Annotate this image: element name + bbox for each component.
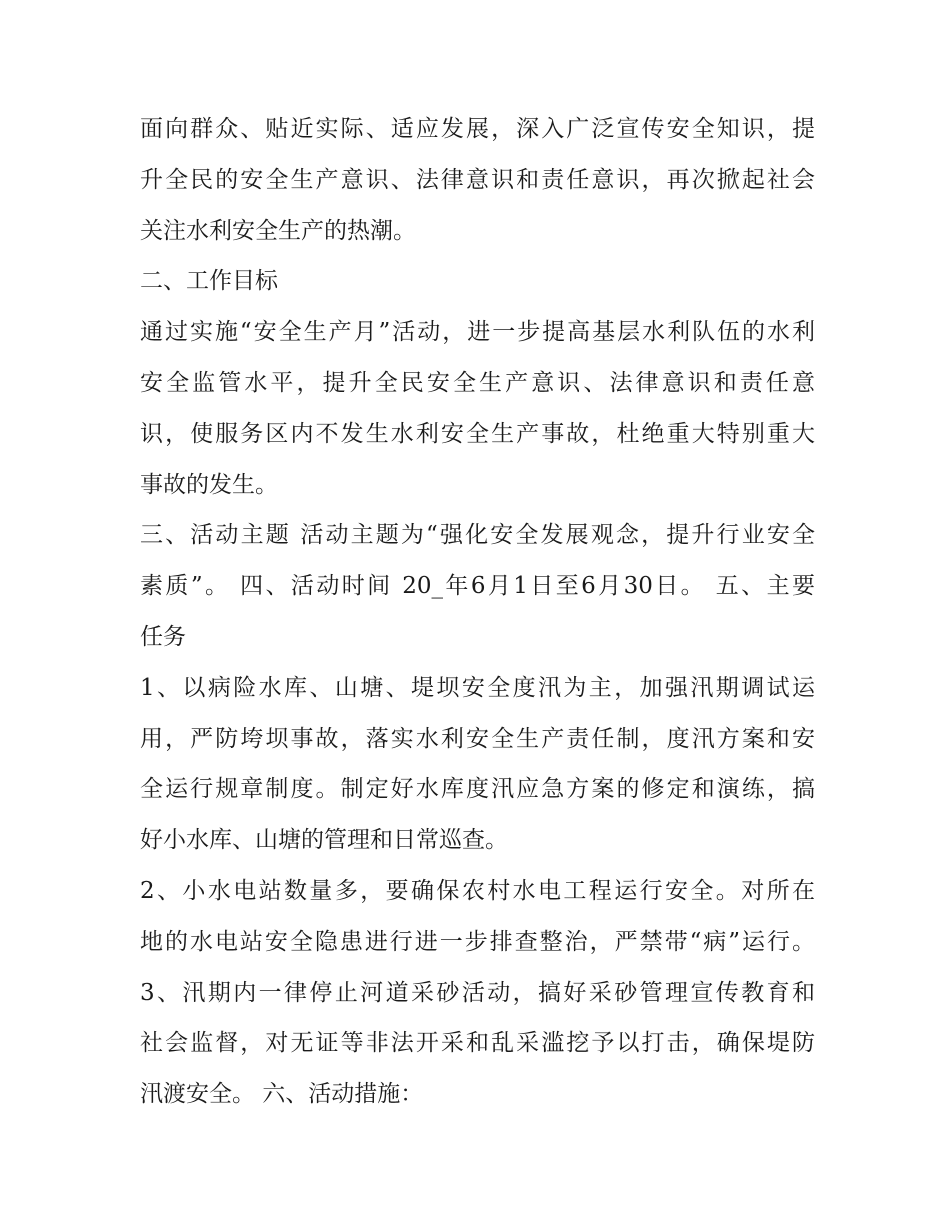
text-line: 关注水利安全生产的热潮。 [140, 217, 416, 244]
text-line: 好小水库、山塘的管理和日常巡查。 [140, 827, 508, 854]
text-line: 2、小水电站数量多，要确保农村水电工程运行安全。对所在 [140, 877, 815, 904]
text-line: 社会监督，对无证等非法开采和乱采滥挖予以打击，确保堤防 [140, 1030, 815, 1057]
text-line: 三、活动主题 活动主题为“强化安全发展观念，提升行业安全 [140, 522, 815, 549]
text-line: 全运行规章制度。制定好水库度汛应急方案的修定和演练，搞 [140, 776, 815, 803]
text-line: 事故的发生。 [140, 471, 278, 498]
text-line: 素质”。 四、活动时间 20_年6月1日至6月30日。 五、主要 [140, 573, 815, 600]
text-line: 面向群众、贴近实际、适应发展，深入广泛宣传安全知识，提 [140, 116, 815, 142]
text-line: 用，严防垮坝事故，落实水利安全生产责任制，度汛方案和安 [140, 725, 815, 752]
text-line: 安全监管水平，提升全民安全生产意识、法律意识和责任意 [140, 369, 815, 396]
text-line: 识，使服务区内不发生水利安全生产事故，杜绝重大特别重大 [140, 420, 815, 447]
text-line: 地的水电站安全隐患进行进一步排查整治，严禁带“病”运行。 [140, 928, 815, 955]
text-line: 汛渡安全。 六、活动措施： [140, 1081, 424, 1108]
document-body [140, 104, 815, 1120]
text-line: 3、汛期内一律停止河道采砂活动，搞好采砂管理宣传教育和 [140, 979, 815, 1006]
text-line: 1、以病险水库、山塘、堤坝安全度汛为主，加强汛期调试运 [140, 674, 815, 701]
text-line: 任务 [140, 623, 186, 650]
section-heading: 二、工作目标 [140, 268, 278, 295]
text-line: 通过实施“安全生产月”活动，进一步提高基层水利队伍的水利 [140, 319, 815, 346]
text-line: 升全民的安全生产意识、法律意识和责任意识，再次掀起社会 [140, 166, 815, 193]
